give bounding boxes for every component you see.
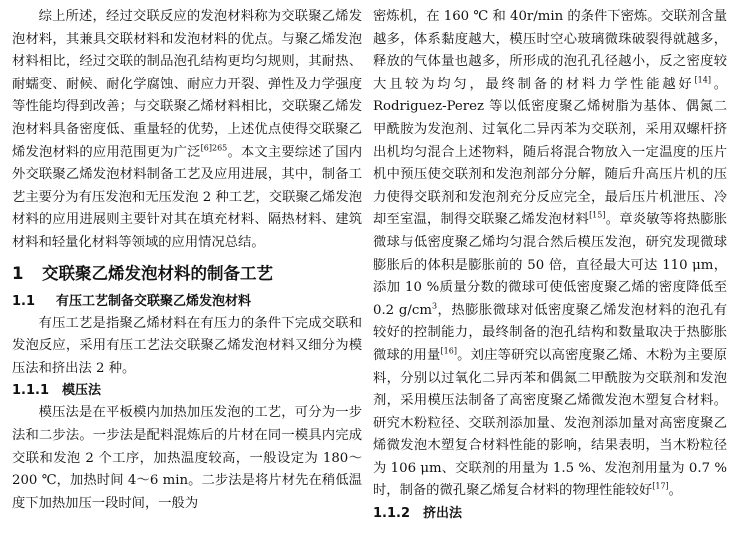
subsubsection-title: 挤出法 — [423, 506, 463, 522]
subsection-number: 1.1 — [12, 293, 36, 309]
unit-superscript: 3 — [431, 301, 438, 311]
section-title: 交联聚乙烯发泡材料的制备工艺 — [42, 263, 273, 283]
right-column — [373, 6, 727, 525]
intro-text-tail: 。本文主要综述了国内外交联聚乙烯发泡材料制备工艺及应用进展，其中，制备工艺主要分为有压发泡和无压发泡 2 种工艺，交联聚乙烯发泡材料的应用进展则主要针对其在填充材料、隔热材料、建筑材料和轻量化材料等领域的应用情况总结。 — [12, 144, 363, 250]
intro-paragraph — [12, 6, 362, 255]
subsection-heading-1-1 — [12, 291, 362, 313]
citation-16: [16] — [440, 346, 457, 356]
intro-text: 综上所述，经过交联反应的发泡材料称为交联聚乙烯发泡材料，其兼具交联材料和发泡材料的优点。与聚乙烯发泡材料相比，经过交联的制品泡孔结构更均匀规则，其耐热、耐蠕变、耐候、耐化学腐蚀、耐应力开裂、弹性及力学强度等性能均得到改善；与交联聚乙烯材料相比，交联聚乙烯发泡材料具备密度低、重量轻的优势，上述优点使得交联聚乙烯发泡材料的应用范围更为广泛 — [12, 9, 362, 160]
section-heading-1 — [12, 261, 362, 287]
citation-17: [17] — [652, 482, 669, 492]
subsection-title: 有压工艺制备交联聚乙烯发泡材料 — [56, 293, 252, 309]
subsubsection-heading-1-1-1 — [12, 380, 362, 402]
citation-14: [14] — [694, 75, 711, 85]
citation-15: [15] — [589, 210, 606, 220]
molding-continued-paragraph: 密炼机，在 160 ℃ 和 40r/min 的条件下密炼。交联剂含量越多，体系黏度越大，模压时空心玻璃微珠破裂得就越多，释放的气体量也越多，所形成的泡孔孔径越小，反之密度较大且较为均匀，最终制备的材料力学性能越好[14]。Rodriguez-Perez 等以低密度聚乙烯树脂为基体、偶氮二甲酰胺为发泡剂、过氧化二异丙苯为交联剂，采用双螺杆挤出机均匀混合上述物料，随后将混合物放入一定温度的压片机中预压使交联剂和发泡剂部分分解，随后升高压片机的压力使得交联剂和发泡剂充分反应完全，最后压片机泄压、冷却至室温，制得交联聚乙烯发泡材料[15]。章炎敏等将热膨胀微球与低密度聚乙烯均匀混合然后模压发泡，研究发现微球膨胀后的体积是膨胀前的 50 倍，直径最大可达 110 μm，添加 10 %质量分数的微球可使低密度聚乙烯的密度降低至 0.2 $g/cm^3$，热膨胀微球对低密度聚乙烯发泡材料的泡孔有较好的控制能力，最终制备的泡孔结构和数量取决于热膨胀微球的用量[16]。刘庄等研究以高密度聚乙烯、木粉为主要原料，分别以过氧化二异丙苯和偶氮二甲酰胺为交联剂和发泡剂，采用模压法制备了高密度聚乙烯微发泡木塑复合材料。研究木粉粒径、交联剂添加量、发泡剂添加量对高密度聚乙烯微发泡木塑复合材料性能的影响，结果表明，当木粉粒径为 106 μm、交联剂的用量为 1.5 %、发泡剂用量为 0.7 %时，制备的微孔聚乙烯复合材料的物理性能较好[17]。 — [373, 9, 728, 499]
subsubsection-heading-1-1-2 — [373, 503, 727, 525]
subsubsection-number: 1.1.2 — [373, 506, 411, 522]
subsubsection-number: 1.1.1 — [12, 383, 50, 399]
section-number: 1 — [12, 263, 24, 283]
left-column — [12, 6, 362, 515]
molding-paragraph: 模压法是在平板模内加热加压发泡的工艺，可分为一步法和二步法。一步法是配料混炼后的片材在同一模具内完成交联和发泡 2 个工序，加热温度较高，一般设定为 180～200 ℃，加热时间 4～6 min。二步法是将片材先在稍低温度下加热加压一段时间，一般为 — [12, 405, 362, 511]
subsubsection-title: 模压法 — [62, 383, 102, 399]
pressure-process-paragraph: 有压工艺是指聚乙烯材料在有压力的条件下完成交联和发泡反应，采用有压工艺法交联聚乙烯发泡材料又细分为模压法和挤出法 2 种。 — [12, 315, 362, 376]
citation-6: [6]265 — [200, 143, 228, 153]
